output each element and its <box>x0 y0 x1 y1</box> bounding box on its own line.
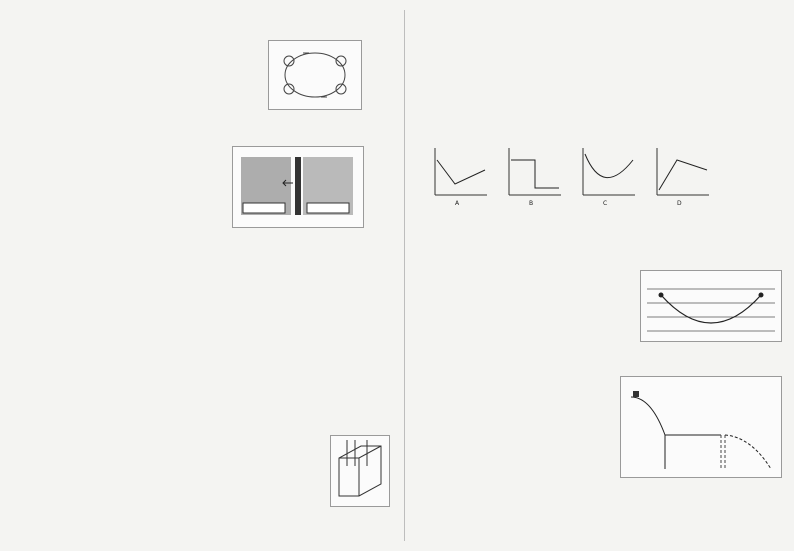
graph-c <box>583 148 635 195</box>
magnetic-field-svg <box>641 271 781 341</box>
graph-b <box>509 148 561 195</box>
graph-b-label: B <box>529 200 534 207</box>
q19-graphs <box>425 140 725 210</box>
q19-graphs-spacer <box>412 40 786 112</box>
catalysis-cycle-svg <box>269 41 361 109</box>
graph-d-label: D <box>677 200 682 207</box>
track-slider-svg <box>621 377 781 477</box>
battery-diagram <box>232 146 364 228</box>
catalysis-cycle-diagram <box>268 40 362 110</box>
graph-c-label: C <box>603 200 608 207</box>
hall-effect-svg <box>331 436 389 506</box>
track-slider-diagram <box>620 376 782 478</box>
battery-svg <box>233 147 363 227</box>
page-divider <box>404 10 405 541</box>
hall-effect-diagram <box>330 435 390 507</box>
graph-a <box>435 148 487 195</box>
graph-a-label: A <box>455 200 460 207</box>
magnetic-field-ring-diagram <box>640 270 782 342</box>
graph-d <box>657 148 709 195</box>
